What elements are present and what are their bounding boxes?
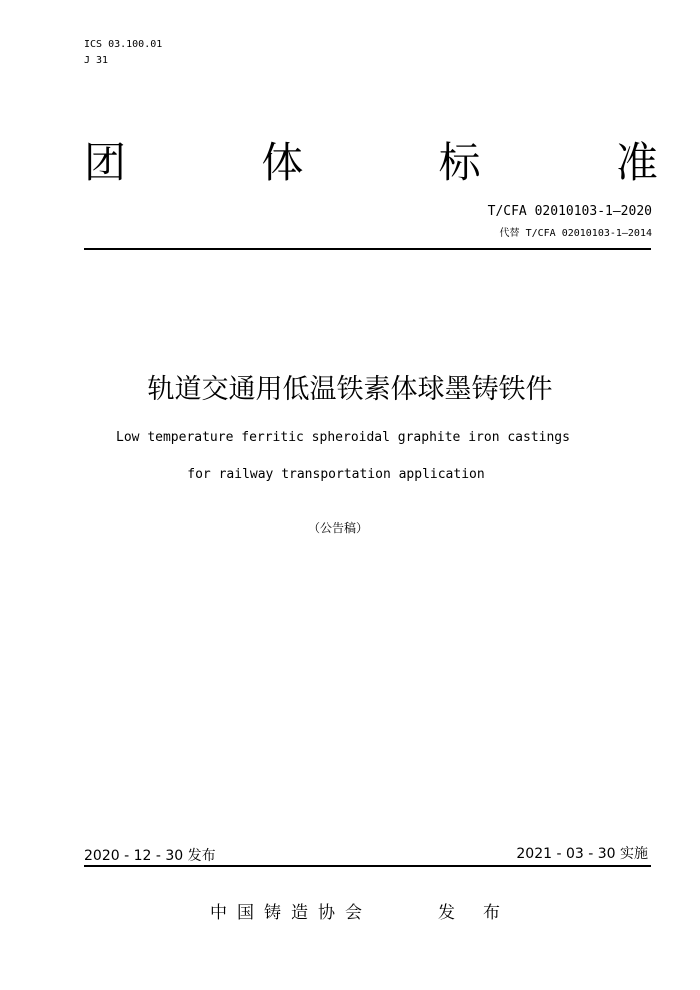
replaces-standard: 代替 T/CFA 02010103-1—2014 <box>499 228 652 239</box>
standard-type-char: 标 <box>438 138 481 187</box>
classification-codes <box>84 37 162 69</box>
ccs-code: J 31 <box>84 55 109 66</box>
document-title-chinese: 轨道交通用低温铁素体球墨铸铁件 <box>147 374 553 405</box>
standard-type-char: 准 <box>615 138 658 187</box>
ics-code: ICS 03.100.01 <box>84 39 163 50</box>
footer-divider <box>84 865 651 867</box>
standard-type-char: 团 <box>84 138 127 187</box>
publish-label: 发布 <box>438 903 528 923</box>
standard-type-heading <box>84 136 658 190</box>
standard-type-char: 体 <box>261 138 304 187</box>
standard-number: T/CFA 02010103-1—2020 <box>487 204 652 219</box>
implementation-date: 2021 - 03 - 30 实施 <box>516 846 648 862</box>
header-divider <box>84 248 651 250</box>
publisher-name: 中国铸造协会 <box>210 903 372 923</box>
draft-status-note: （公告稿） <box>307 521 368 535</box>
document-title-english-line2: for railway transportation application <box>187 467 485 482</box>
document-title-english-line1: Low temperature ferritic spheroidal graphite iron castings <box>116 430 570 445</box>
issue-date: 2020 - 12 - 30 发布 <box>84 848 216 864</box>
